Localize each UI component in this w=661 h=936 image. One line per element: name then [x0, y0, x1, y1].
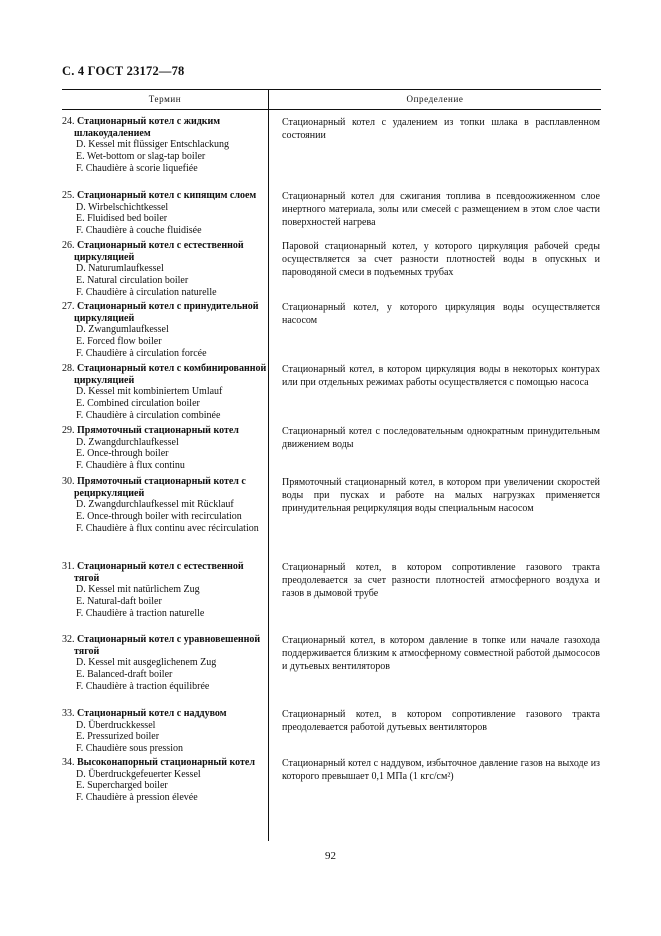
term-cell: [62, 116, 267, 175]
term-heading: [62, 301, 267, 324]
column-header-term: Термин: [148, 94, 182, 104]
term-russian: Высоконапорный стационарный котел: [77, 757, 255, 768]
page-header: С. 4 ГОСТ 23172—78: [62, 64, 185, 78]
term-heading: [62, 708, 267, 720]
term-russian: Стационарный котел с уравновешенной тягой: [74, 634, 261, 657]
term-heading: [62, 190, 267, 202]
term-heading: [62, 240, 267, 263]
term-number: 27.: [62, 301, 75, 312]
column-divider: [268, 89, 269, 841]
definition-cell: Стационарный котел, в котором сопротивление газового тракта преодолевается за счет разности плотностей атмосферного воздуха и газов в дымовой трубе: [282, 562, 600, 600]
term-english: E. Wet-bottom or slag-tap boiler: [76, 151, 206, 163]
term-english: E. Fluidised bed boiler: [76, 213, 168, 225]
term-heading: [62, 757, 267, 769]
term-english: E. Pressurized boiler: [76, 731, 160, 743]
term-french: F. Chaudière sous pression: [76, 743, 183, 755]
definition-cell: Стационарный котел с удалением из топки шлака в расплавленном состоянии: [282, 117, 600, 142]
term-heading: [62, 561, 267, 584]
term-german: D. Zwangumlaufkessel: [76, 324, 169, 336]
term-cell: [62, 757, 267, 804]
term-french: F. Chaudière à pression élevée: [76, 792, 198, 804]
terms-table: [62, 89, 601, 841]
term-russian: Стационарный котел с наддувом: [77, 708, 227, 719]
definition-cell: Стационарный котел с наддувом, избыточное давление газов на выходе из которого превышает 0,1 МПа (1 кгс/см²): [282, 758, 600, 783]
term-russian: Стационарный котел с естественной тягой: [74, 561, 244, 584]
term-german: D. Kessel mit ausgeglichenem Zug: [76, 657, 217, 669]
term-english: E. Natural circulation boiler: [76, 275, 189, 287]
table-top-rule: [62, 89, 601, 90]
term-russian: Стационарный котел с жидким шлакоудалением: [74, 116, 221, 139]
term-french: F. Chaudière à flux continu avec récirculation: [76, 522, 259, 534]
term-french: F. Chaudière à circulation naturelle: [76, 286, 217, 298]
term-number: 24.: [62, 116, 75, 127]
term-english: E. Balanced-draft boiler: [76, 669, 173, 681]
term-number: 28.: [62, 363, 75, 374]
term-cell: [62, 301, 267, 360]
term-english: E. Supercharged boiler: [76, 780, 168, 792]
term-number: 32.: [62, 634, 75, 645]
term-french: F. Chaudière à traction naturelle: [76, 607, 205, 619]
term-cell: [62, 240, 267, 299]
term-cell: [62, 708, 267, 755]
definition-cell: Стационарный котел, в котором циркуляция воды в некоторых контурах или при отдельных режимах работы осуществляется с помощью насоса: [282, 364, 600, 389]
term-german: D. Kessel mit natürlichem Zug: [76, 584, 200, 596]
definition-cell: Стационарный котел, в котором сопротивление газового тракта преодолевается работой дутьевых вентиляторов: [282, 709, 600, 734]
term-french: F. Chaudière à scorie liquefiée: [76, 162, 198, 174]
term-heading: [62, 476, 267, 499]
term-russian: Стационарный котел с комбинированной циркуляцией: [74, 363, 267, 386]
term-number: 25.: [62, 190, 75, 201]
term-cell: [62, 190, 267, 237]
term-french: F. Chaudière à traction équilibrée: [76, 680, 210, 692]
term-german: D. Zwangdurchlaufkessel mit Rücklauf: [76, 499, 234, 511]
definition-cell: Стационарный котел, в котором давление в топке или начале газохода поддерживается близким к атмосферному совместной работой дымососов и дутьевых вентиляторов: [282, 635, 600, 673]
term-french: F. Chaudière à circulation forcée: [76, 347, 207, 359]
definition-cell: Стационарный котел для сжигания топлива в псевдоожиженном слое инертного материала, золы или смесей с размещением в этом слое части поверхностей нагрева: [282, 191, 600, 229]
term-heading: [62, 425, 267, 437]
definition-cell: Прямоточный стационарный котел, в котором при увеличении скоростей воды при пусках и работе на малых нагрузках применяется принудительная рециркуляция воды специальным насосом: [282, 477, 600, 515]
term-number: 34.: [62, 757, 75, 768]
page-number: 92: [325, 850, 336, 862]
term-cell: [62, 425, 267, 472]
term-number: 29.: [62, 425, 75, 436]
term-russian: Стационарный котел с естественной циркуляцией: [74, 240, 244, 263]
term-russian: Прямоточный стационарный котел: [77, 425, 239, 436]
term-number: 33.: [62, 708, 75, 719]
term-english: E. Once-through boiler with recirculation: [76, 511, 242, 523]
term-number: 31.: [62, 561, 75, 572]
term-german: D. Überdruckgefeuerter Kessel: [76, 768, 201, 780]
column-header-definition: Определение: [406, 94, 464, 104]
term-german: D. Kessel mit kombiniertem Umlauf: [76, 386, 223, 398]
term-russian: Прямоточный стационарный котел с рециркуляцией: [74, 476, 246, 499]
term-english: E. Once-through boiler: [76, 448, 169, 460]
term-french: F. Chaudière à couche fluidisée: [76, 225, 202, 237]
term-german: D. Zwangdurchlaufkessel: [76, 436, 179, 448]
term-cell: [62, 363, 267, 422]
header-bottom-rule: [62, 109, 601, 110]
term-german: D. Wirbelschichtkessel: [76, 201, 169, 213]
term-cell: [62, 476, 267, 535]
term-english: E. Combined circulation boiler: [76, 398, 200, 410]
term-french: F. Chaudière à flux continu: [76, 460, 185, 472]
term-german: D. Überdruckkessel: [76, 719, 156, 731]
term-cell: [62, 634, 267, 693]
term-cell: [62, 561, 267, 620]
term-russian: Стационарный котел с кипящим слоем: [77, 190, 257, 201]
term-english: E. Forced flow boiler: [76, 336, 162, 348]
term-number: 26.: [62, 240, 75, 251]
definition-cell: Стационарный котел с последовательным однократным принудительным движением воды: [282, 426, 600, 451]
term-english: E. Natural-daft boiler: [76, 596, 162, 608]
term-russian: Стационарный котел с принудительной циркуляцией: [74, 301, 259, 324]
term-french: F. Chaudière à circulation combinée: [76, 409, 221, 421]
term-number: 30.: [62, 476, 75, 487]
term-heading: [62, 116, 267, 139]
term-heading: [62, 363, 267, 386]
definition-cell: Паровой стационарный котел, у которого циркуляция рабочей среды осуществляется за счет разности плотностей воды в опускных и пароводяной смеси в подъемных трубах: [282, 241, 600, 279]
definition-cell: Стационарный котел, у которого циркуляция воды осуществляется насосом: [282, 302, 600, 327]
term-heading: [62, 634, 267, 657]
term-german: D. Kessel mit flüssiger Entschlackung: [76, 139, 230, 151]
term-german: D. Naturumlaufkessel: [76, 263, 164, 275]
